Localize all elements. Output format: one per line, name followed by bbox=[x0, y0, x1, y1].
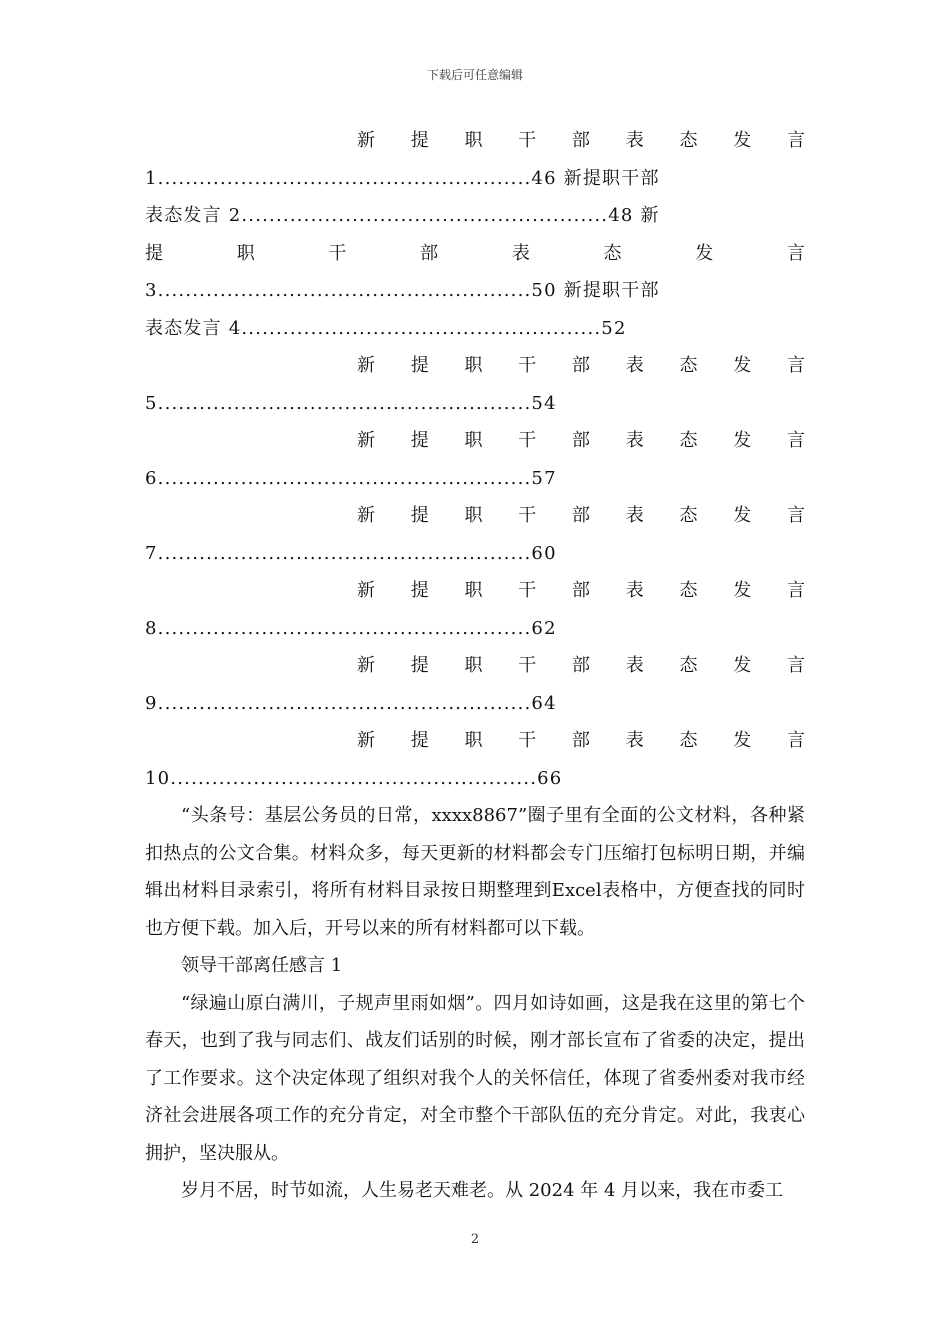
toc-entry-6[interactable]: 6......................................................57 bbox=[145, 467, 557, 489]
toc-entry-3[interactable]: 3......................................................50 新提职干部 bbox=[145, 280, 660, 301]
page-number: 2 bbox=[470, 1232, 480, 1247]
toc-entry-2[interactable]: 表态发言 2.....................................................48 新 bbox=[145, 205, 660, 226]
toc-entry-4[interactable]: 表态发言 4....................................................52 bbox=[145, 317, 627, 339]
toc-heading-spread: 新 提 职 干 部 表 态 发 言 bbox=[357, 655, 805, 676]
body-paragraph: “绿遍山原白满川，子规声里雨如烟”。四月如诗如画，这是我在这里的第七个春天，也到了我与同志们、战友们话别的时候，刚才部长宣布了省委的决定，提出了工作要求。这个决定体现了组织对我个人的关怀信任，体现了省委州委对我市经济社会进展各项工作的充分肯定，对全市整个干部队伍的充分肯定。对此，我衷心拥护，坚决服从。 bbox=[145, 992, 805, 1164]
toc-entry-9[interactable]: 9......................................................64 bbox=[145, 692, 557, 714]
intro-paragraph: “头条号：基层公务员的日常，xxxx8867”圈子里有全面的公文材料，各种紧扣热点的公文合集。材料众多，每天更新的材料都会专门压缩打包标明日期，并编辑出材料目录索引，将所有材料目录按日期整理到Excel表格中，方便查找的同时也方便下载。加入后，开号以来的所有材料都可以下载。 bbox=[145, 805, 805, 939]
body-paragraph: 岁月不居，时节如流，人生易老天难老。从 2024 年 4 月以来，我在市委工 bbox=[181, 1180, 784, 1201]
toc-heading-spread: 新 提 职 干 部 表 态 发 言 bbox=[357, 580, 805, 601]
section-title: 领导干部离任感言 1 bbox=[181, 955, 343, 976]
page-content bbox=[145, 122, 805, 1210]
page-header: 下载后可任意编辑 bbox=[426, 68, 523, 82]
toc-entry-7[interactable]: 7......................................................60 bbox=[145, 542, 557, 564]
toc-entry-5[interactable]: 5......................................................54 bbox=[145, 392, 557, 414]
toc-heading-spread: 新 提 职 干 部 表 态 发 言 bbox=[357, 130, 805, 151]
toc-heading-spread: 新 提 职 干 部 表 态 发 言 bbox=[357, 730, 805, 751]
toc-heading-spread: 提 职 干 部 表 态 发 言 bbox=[145, 242, 805, 264]
toc-entry-1[interactable]: 1......................................................46 新提职干部 bbox=[145, 167, 660, 189]
toc-heading-spread: 新 提 职 干 部 表 态 发 言 bbox=[357, 505, 805, 526]
toc-entry-8[interactable]: 8......................................................62 bbox=[145, 617, 557, 639]
toc-entry-10[interactable]: 10.....................................................66 bbox=[145, 767, 563, 789]
toc-heading-spread: 新 提 职 干 部 表 态 发 言 bbox=[357, 430, 805, 451]
toc-heading-spread: 新 提 职 干 部 表 态 发 言 bbox=[357, 355, 805, 376]
